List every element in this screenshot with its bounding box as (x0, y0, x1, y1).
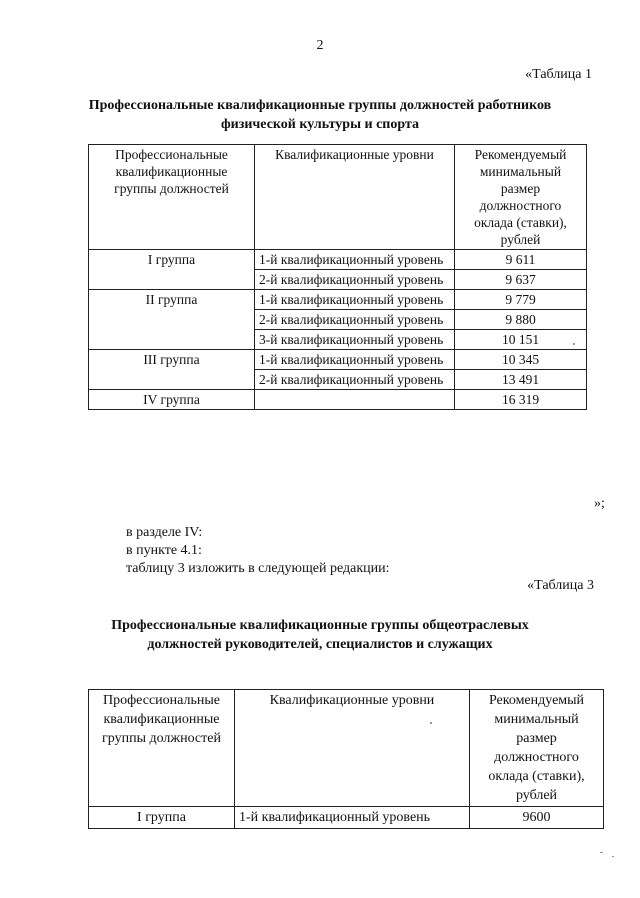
table-1-level-cell (255, 390, 455, 410)
table-1-level-cell: 2-й квалификационный уровень (255, 310, 455, 330)
table-1-level-cell: 2-й квалификационный уровень (255, 270, 455, 290)
table-1-row (89, 390, 587, 410)
table-1-group-cell: II группа (89, 290, 255, 350)
table-3-header-level: Квалификационные уровни (235, 690, 470, 807)
table-3-heading (0, 616, 640, 654)
table-3-row (89, 807, 604, 829)
table-3-heading-line-1: Профессиональные квалификационные группы общеотраслевых (111, 618, 529, 633)
table-3-salary-cell: 9600 (470, 807, 604, 829)
table-1-reference: «Таблица 1 (525, 67, 592, 82)
scan-speck (612, 856, 614, 857)
table-3-body (89, 690, 604, 829)
table-1-salary-cell: 13 491 (455, 370, 587, 390)
table-1-level-cell: 2-й квалификационный уровень (255, 370, 455, 390)
table-1-body (89, 145, 587, 410)
table-1-closing-mark: »; (594, 496, 605, 511)
table-1-salary-cell: 10 345 (455, 350, 587, 370)
table-1 (88, 144, 587, 410)
table-1-group-cell: I группа (89, 250, 255, 290)
table-3-heading-line-2: должностей руководителей, специалистов и служащих (147, 637, 493, 652)
body-text (126, 524, 390, 578)
table-1-level-cell: 1-й квалификационный уровень (255, 290, 455, 310)
table-1-salary-cell: 16 319 (455, 390, 587, 410)
table-1-salary-cell: 9 880 (455, 310, 587, 330)
table-3-reference: «Таблица 3 (527, 578, 594, 593)
body-text-line-3: таблицу 3 изложить в следующей редакции: (126, 561, 390, 576)
scan-speck (600, 852, 603, 853)
table-1-header-group: Профессиональные квалификационные группы должностей (89, 145, 255, 250)
table-1-row (89, 250, 587, 270)
table-1-salary-cell: 10 151 (455, 330, 587, 350)
page-number: 2 (316, 38, 324, 53)
table-1-salary-cell: 9 611 (455, 250, 587, 270)
table-3-header-row (89, 690, 604, 807)
table-1-header-level: Квалификационные уровни (255, 145, 455, 250)
table-1-salary-cell: 9 779 (455, 290, 587, 310)
table-3-group-cell: I группа (89, 807, 235, 829)
table-1-group-cell: IV группа (89, 390, 255, 410)
table-1-heading (0, 96, 640, 134)
table-1-group-cell: III группа (89, 350, 255, 390)
table-1-heading-line-2: физической культуры и спорта (220, 117, 420, 132)
table-3-header-salary: Рекомендуемый минимальный размер должностного оклада (ставки), рублей (470, 690, 604, 807)
table-1-header-row (89, 145, 587, 250)
body-text-line-1: в разделе IV: (126, 525, 203, 540)
body-text-line-2: в пункте 4.1: (126, 543, 202, 558)
scan-speck (573, 343, 575, 345)
table-1-level-cell: 1-й квалификационный уровень (255, 350, 455, 370)
table-1-heading-line-1: Профессиональные квалификационные группы должностей работников (88, 98, 552, 113)
table-3-level-cell: 1-й квалификационный уровень (235, 807, 470, 829)
table-1-level-cell: 3-й квалификационный уровень (255, 330, 455, 350)
table-1-level-cell: 1-й квалификационный уровень (255, 250, 455, 270)
table-1-row (89, 290, 587, 310)
table-3 (88, 689, 604, 829)
scan-speck (430, 722, 432, 724)
table-3-header-group: Профессиональные квалификационные группы должностей (89, 690, 235, 807)
table-1-row (89, 350, 587, 370)
table-1-salary-cell: 9 637 (455, 270, 587, 290)
table-1-header-salary: Рекомендуемый минимальный размер должностного оклада (ставки), рублей (455, 145, 587, 250)
